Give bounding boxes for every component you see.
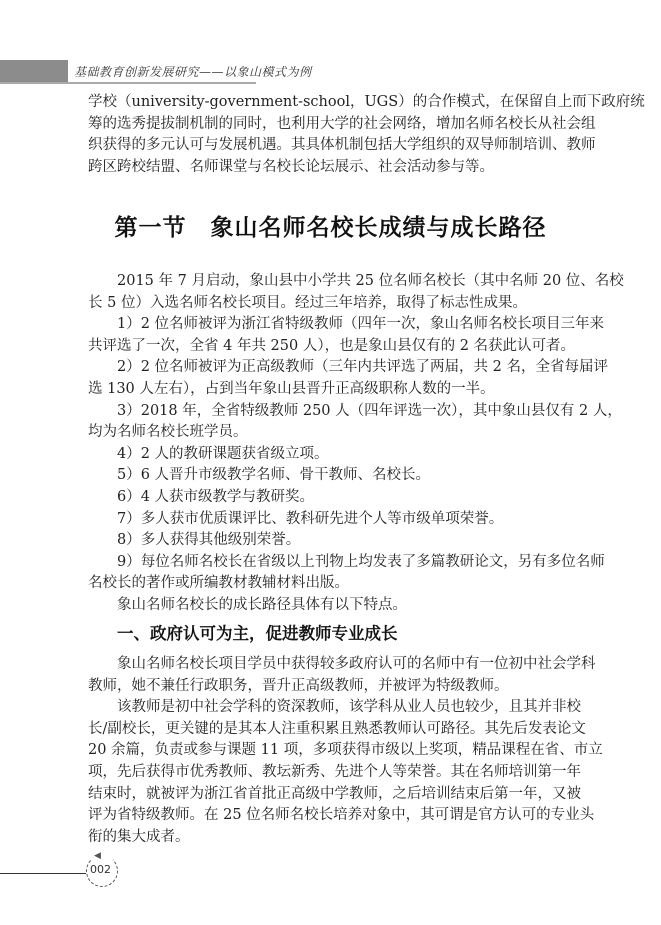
text-line: 象山名师名校长项目学员中获得较多政府认可的名师中有一位初中社会学科 <box>117 656 596 672</box>
text-line: 象山名师名校长的成长路径具体有以下特点。 <box>117 596 407 613</box>
paragraph <box>88 697 603 848</box>
arrow-icon: ◀ <box>94 851 101 861</box>
text-line: 20 余篇，负责或参与课题 11 项，多项获得市级以上奖项，精品课程在省、市立 <box>88 742 603 759</box>
paragraph <box>88 487 574 509</box>
footer-rule <box>0 873 86 874</box>
subsection-body <box>88 654 603 848</box>
text-line: 筹的选秀提拔制机制的同时，也利用大学的社会网络，增加名师名校长从社会组 <box>88 115 596 132</box>
text-line: 教师，她不兼任行政职务，晋升正高级教师，并被评为特级教师。 <box>88 677 509 694</box>
text-line: 名校长的著作或所编教材教辅材料出版。 <box>88 575 349 592</box>
text-line: 7）多人获市优质课评比、教科研先进个人等市级单项荣誉。 <box>117 510 504 527</box>
text-line: 3）2018 年，全省特级教师 250 人（四年评选一次），其中象山县仅有 2 人， <box>117 402 622 419</box>
paragraph <box>88 595 574 617</box>
subsection-title: 一、政府认可为主，促进教师专业成长 <box>117 624 398 643</box>
text-line: 长/副校长，更关键的是其本人注重积累且熟悉教师认可路径。其先后发表论文 <box>88 720 586 737</box>
header-bar <box>0 60 68 82</box>
text-line: 8）多人获得其他级别荣誉。 <box>117 532 301 549</box>
text-line: 6）4 人获市级教学与教研奖。 <box>117 488 315 505</box>
text-line: 结束时，就被评为浙江省首批正高级中学教师，之后培训结束后第一年，又被 <box>88 785 581 802</box>
text-line: 该教师是初中社会学科的资深教师，该学科从业人员也较少，且其并非校 <box>117 699 581 716</box>
text-line: 均为名师名校长班学员。 <box>88 424 248 441</box>
paragraph <box>88 444 574 466</box>
paragraph <box>88 509 574 531</box>
running-title: 基础教育创新发展研究——以象山模式为例 <box>74 65 312 79</box>
text-line: 5）6 人晋升市级教学名师、骨干教师、名校长。 <box>117 467 431 484</box>
paragraph <box>88 357 609 400</box>
paragraph <box>88 552 605 595</box>
text-line: 9）每位名师名校长在省级以上刊物上均发表了多篇教研论文，另有多位名师 <box>117 553 605 570</box>
paragraph <box>88 401 622 444</box>
text-line: 学校（university-government-school，UGS）的合作模式，在保留自上而下政府统 <box>88 94 645 110</box>
paragraph <box>88 314 605 357</box>
paragraph <box>88 271 624 314</box>
text-line: 评为省特级教师。在 25 位名师名校长培养对象中，其可谓是官方认可的专业头 <box>88 807 595 824</box>
page-number: 002 <box>90 863 111 876</box>
text-line: 织获得的多元认可与发展机遇。其具体机制包括大学组织的双导师制培训、教师 <box>88 137 596 154</box>
text-line: 项，先后获得市优秀教师、教坛新秀、先进个人等荣誉。其在名师培训第一年 <box>88 763 581 780</box>
text-line: 2015 年 7 月启动，象山县中小学共 25 位名师名校长（其中名师 20 位、名校 <box>117 273 624 289</box>
text-line: 跨区跨校结盟、名师课堂与名校长论坛展示、社会活动参与等。 <box>88 158 494 175</box>
intro-paragraph <box>88 92 645 178</box>
text-line: 衔的集大成者。 <box>88 828 190 845</box>
text-line: 2）2 位名师被评为正高级教师（三年内共评选了两届，共 2 名，全省每届评 <box>117 359 609 376</box>
paragraph <box>88 465 574 487</box>
text-line: 4）2 人的教研课题获省级立项。 <box>117 445 329 462</box>
header-rule <box>0 82 256 84</box>
text-line: 1）2 位名师被评为浙江省特级教师（四年一次，象山名师名校长项目三年来 <box>117 316 605 333</box>
text-line: 长 5 位）入选名师名校长项目。经过三年培养，取得了标志性成果。 <box>88 294 527 311</box>
paragraph <box>88 530 574 552</box>
section-body <box>88 271 624 617</box>
paragraph <box>88 654 596 697</box>
section-title: 第一节 象山名师名校长成绩与成长路径 <box>114 215 547 241</box>
text-line: 共评选了一次，全省 4 年共 250 人），也是象山县仅有的 2 名获此认可者。 <box>88 337 576 354</box>
text-line: 选 130 人左右），占到当年象山县晋升正高级职称人数的一半。 <box>88 380 495 397</box>
